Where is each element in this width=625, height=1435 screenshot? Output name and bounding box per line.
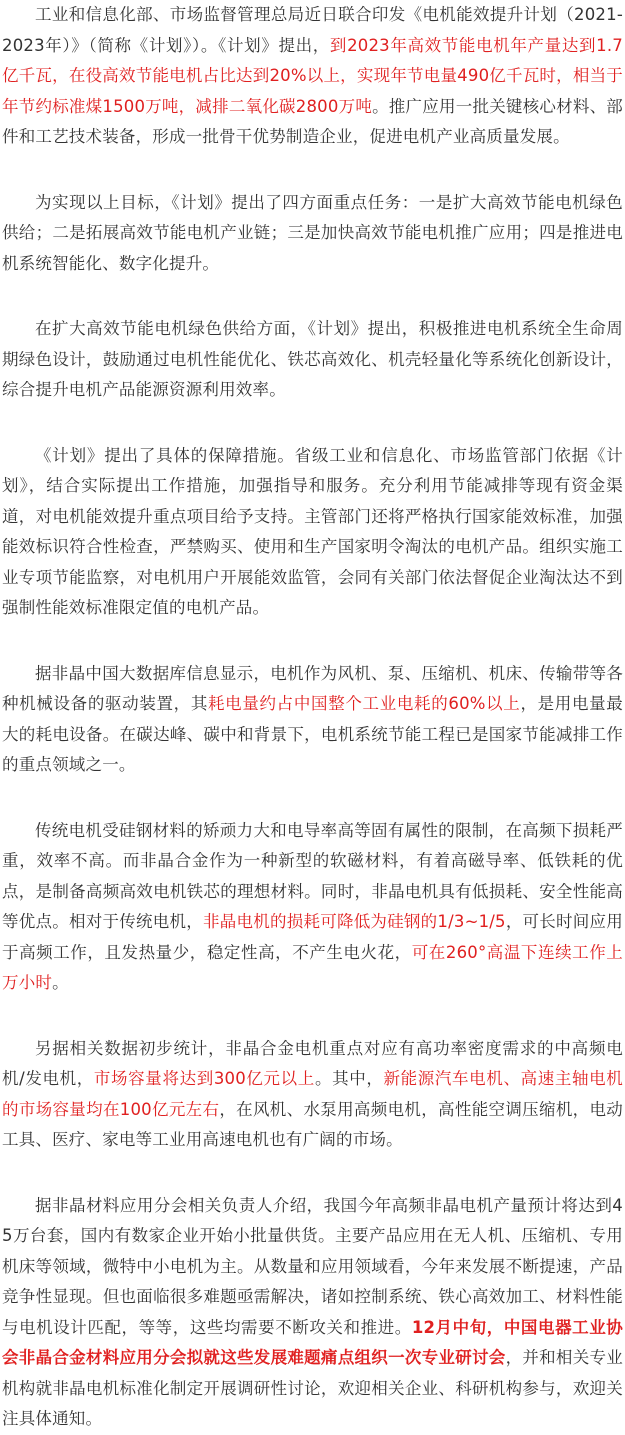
paragraph-four-tasks [2,188,623,280]
paragraph-plan-announcement [2,0,623,153]
body-text: 工业和信息化部、市场监督管理总局近日联合印发《电机能效提升计划（2021-2023年）》（简称《计划》）。《计划》提出， [2,5,623,55]
body-text: 传统电机受硅钢材料的矫顽力大和电导率高等固有属性的限制，在高频下损耗严重，效率不高。而非晶合金作为一种新型的软磁材料，有着高磁导率、低铁耗的优点，是制备高频高效电机铁芯的理想材料。同时，非晶电机具有低损耗、安全性能高等优点。相对于传统电机， [2,820,623,931]
paragraph-safeguards [2,441,623,624]
highlighted-text: 到2023年高效节能电机年产量达到1.7亿千瓦，在役高效节能电机占比达到20%以上，实现年节电量490亿千瓦时，相当于年节约标准煤1500万吨，减排二氧化碳2800万吨 [2,35,624,116]
body-text: 另据相关数据初步统计，非晶合金电机重点对应有高功率密度需求的中高频电机/发电机， [2,1038,623,1088]
body-text: ，是用电量最大的耗电设备。在碳达峰、碳中和背景下，电机系统节能工程已是国家节能减排工作的重点领域之一。 [2,694,623,774]
paragraph-market-capacity [2,1034,623,1156]
highlighted-bold-text: 12月中旬，中国电器工业协会非晶合金材料应用分会拟就这些发展难题痛点组织一次专业研讨会 [2,1317,623,1367]
highlighted-text: 可在260°高温下连续工作上万小时 [2,942,623,992]
body-text: 为实现以上目标，《计划》提出了四方面重点任务：一是扩大高效节能电机绿色供给；二是拓展高效节能电机产业链；三是加快高效节能电机推广应用；四是推进电机系统智能化、数字化提升。 [2,192,623,273]
highlighted-text: 非晶电机的损耗可降低为硅钢的1/3~1/5 [202,912,506,931]
paragraph-amorphous-advantages [2,816,623,999]
paragraph-green-supply [2,314,623,406]
body-text: 《计划》提出了具体的保障措施。省级工业和信息化、市场监管部门依据《计划》，结合实际提出工作措施，加强指导和服务。充分利用节能减排等现有资金渠道，对电机能效提升重点项目给予支持。主管部门还将严格执行国家能效标准，加强能效标识符合性检查，严禁购买、使用和生产国家明令淘汰的电机产品。组织实施工业专项节能监察，对电机用户开展能效监管，会同有关部门依法督促企业淘汰达不到强制性能效标准限定值的电机产品。 [2,445,623,617]
body-text: ，在风机、水泵用高频电机，高性能空调压缩机，电动工具、医疗、家电等工业用高速电机也有广阔的市场。 [2,1099,623,1149]
body-text: 。其中， [314,1069,384,1088]
paragraph-energy-consumption [2,659,623,781]
body-text: ，并和相关专业机构就非晶电机标准化制定开展调研性讨论，欢迎相关企业、科研机构参与，欢迎关注具体通知。 [2,1348,623,1428]
highlighted-text: 耗电量约占中国整个工业电耗的60%以上 [208,694,521,713]
highlighted-text: 市场容量将达到300亿元以上 [93,1069,315,1088]
body-text: ，可长时间应用于高频工作，且发热量少，稳定性高，不产生电火花， [2,912,623,962]
body-text: 在扩大高效节能电机绿色供给方面，《计划》提出，积极推进电机系统全生命周期绿色设计，鼓励通过电机性能优化、铁芯高效化、机壳轻量化等系统化创新设计，综合提升电机产品能源资源利用效率。 [2,319,623,399]
body-text: 据非晶中国大数据库信息显示，电机作为风机、泵、压缩机、机床、传输带等各种机械设备的驱动装置，其 [2,663,623,713]
body-text: 据非晶材料应用分会相关负责人介绍，我国今年高频非晶电机产量预计将达到45万台套，国内有数家企业开始小批量供货。主要产品应用在无人机、压缩机、专用机床等领域，微特中小电机为主。从数量和应用领域看，今年来发展不断提速，产品竞争性显现。但也面临很多难题亟需解决，诸如控制系统、铁心高效加工、材料性能与电机设计匹配，等等，这些均需要不断攻关和推进。 [2,1195,623,1337]
body-text: 。 [52,973,69,992]
paragraph-industry-outlook [2,1191,623,1435]
highlighted-text: 新能源汽车电机、高速主轴电机的市场容量均在100亿元左右 [2,1069,623,1119]
body-text: 。推广应用一批关键核心材料、部件和工艺技术装备，形成一批骨干优势制造企业，促进电机产业高质量发展。 [2,96,624,146]
